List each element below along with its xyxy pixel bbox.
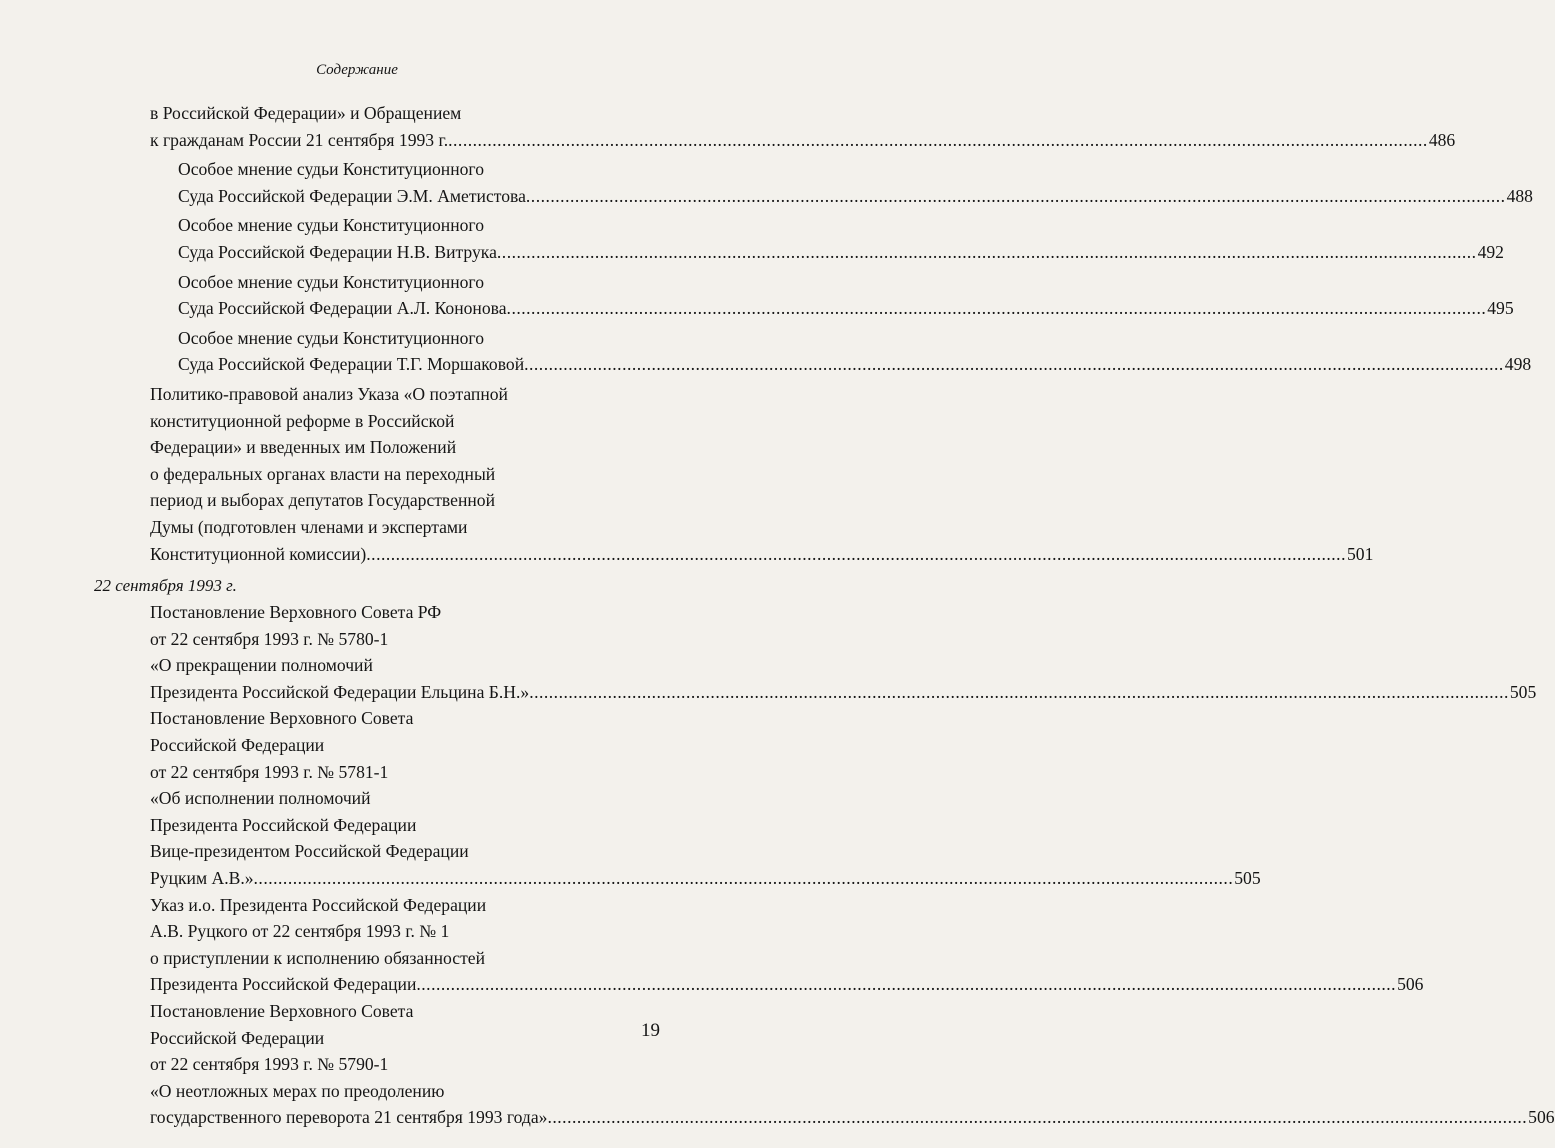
entry-page-number: 501 (1346, 543, 1374, 564)
entry-line: Постановление Верховного Совета (150, 1001, 414, 1021)
toc-entry[interactable] (178, 156, 1533, 209)
entry-line: Суда Российской Федерации Н.В. Витрука (178, 241, 497, 262)
entry-page-number: 488 (1506, 185, 1533, 206)
toc-entry[interactable] (150, 998, 1555, 1131)
entry-line: от 22 сентября 1993 г. № 5780-1 (150, 628, 389, 649)
dot-leader: ........................................................................................................................................................................................................ (416, 974, 1397, 995)
entry-line: Вице-президентом Российской Федерации (150, 841, 469, 862)
entry-line: Президента Российской Федерации (150, 974, 417, 995)
entry-line: Думы (подготовлен членами и экспертами (150, 516, 468, 537)
entry-line: Постановление Верховного Совета РФ (150, 602, 442, 623)
dot-leader: ........................................................................................................................................................................................................ (529, 681, 1509, 702)
entry-line: Президента Российской Федерации Ельцина Б.Н.» (150, 681, 530, 702)
entry-line: Суда Российской Федерации Т.Г. Моршаковой (178, 354, 525, 375)
entry-line: Президента Российской Федерации (150, 814, 417, 835)
entry-line: Руцким А.В.» (150, 868, 254, 889)
toc-entry[interactable] (150, 705, 1261, 891)
entry-line: государственного переворота 21 сентября 1993 года» (150, 1107, 548, 1128)
dot-leader: ........................................................................................................................................................................................................ (547, 1107, 1528, 1128)
entry-line: «О неотложных мерах по преодолению (150, 1080, 445, 1101)
entry-line: в Российской Федерации» и Обращением (150, 103, 462, 123)
entry-line: Указ и.о. Президента Российской Федерации (150, 894, 487, 915)
toc-entry[interactable] (150, 100, 1456, 153)
toc-entry[interactable] (150, 599, 1537, 705)
entry-line: Суда Российской Федерации А.Л. Кононова (178, 298, 507, 319)
entry-page-number: 486 (1428, 129, 1456, 150)
page-number: 19 (641, 1020, 660, 1041)
dot-leader: ........................................................................................................................................................................................................ (448, 129, 1428, 150)
entry-page-number: 506 (1528, 1107, 1555, 1128)
dot-leader: ........................................................................................................................................................................................................ (524, 354, 1504, 375)
entry-line: Российской Федерации (150, 1027, 325, 1048)
entry-line: Особое мнение судьи Конституционного (178, 159, 484, 180)
entry-line: Конституционной комиссии) (150, 543, 367, 564)
dot-leader: ........................................................................................................................................................................................................ (253, 868, 1234, 889)
entry-page-number: 492 (1477, 241, 1504, 262)
entry-page-number: 506 (1397, 974, 1424, 995)
toc-entry[interactable] (178, 212, 1504, 265)
entry-line: Особое мнение судьи Конституционного (178, 271, 484, 292)
running-header: Содержание (316, 62, 398, 78)
entry-line: Особое мнение судьи Конституционного (178, 215, 484, 236)
entry-line: «Об исполнении полномочий (150, 788, 371, 809)
entry-line: Постановление Верховного Совета (150, 708, 414, 729)
dot-leader: ........................................................................................................................................................................................................ (496, 241, 1477, 262)
dot-leader: ........................................................................................................................................................................................................ (366, 543, 1346, 564)
toc-entry[interactable] (150, 892, 1424, 998)
toc-entry[interactable] (150, 381, 1374, 567)
entry-line: А.В. Руцкого от 22 сентября 1993 г. № 1 (150, 921, 450, 942)
entry-line: период и выборах депутатов Государственной (150, 490, 495, 511)
entry-page-number: 498 (1504, 354, 1532, 375)
dot-leader: ........................................................................................................................................................................................................ (525, 185, 1506, 206)
entry-line: о приступлении к исполнению обязанностей (150, 947, 486, 968)
entry-line: Российской Федерации (150, 735, 325, 756)
entry-line: от 22 сентября 1993 г. № 5790-1 (150, 1054, 389, 1075)
table-of-contents (0, 100, 1555, 1131)
entry-line: Федерации» и введенных им Положений (150, 437, 457, 458)
entry-line: «О прекращении полномочий (150, 655, 373, 676)
entry-page-number: 505 (1234, 868, 1261, 889)
entry-line: Политико-правовой анализ Указа «О поэтапной (150, 383, 508, 404)
entry-line: о федеральных органах власти на переходный (150, 463, 496, 484)
date-heading: 22 сентября 1993 г. (94, 576, 237, 596)
entry-line: Особое мнение судьи Конституционного (178, 327, 484, 348)
entry-line: Суда Российской Федерации Э.М. Аметистова (178, 185, 526, 206)
entry-line: к гражданам России 21 сентября 1993 г. (150, 129, 449, 150)
entry-page-number: 495 (1487, 298, 1514, 319)
entry-line: от 22 сентября 1993 г. № 5781-1 (150, 761, 389, 782)
entry-line: конституционной реформе в Российской (150, 410, 455, 431)
dot-leader: ........................................................................................................................................................................................................ (506, 298, 1487, 319)
toc-entry[interactable] (178, 269, 1514, 322)
toc-entry[interactable] (178, 325, 1532, 378)
entry-page-number: 505 (1509, 681, 1537, 702)
